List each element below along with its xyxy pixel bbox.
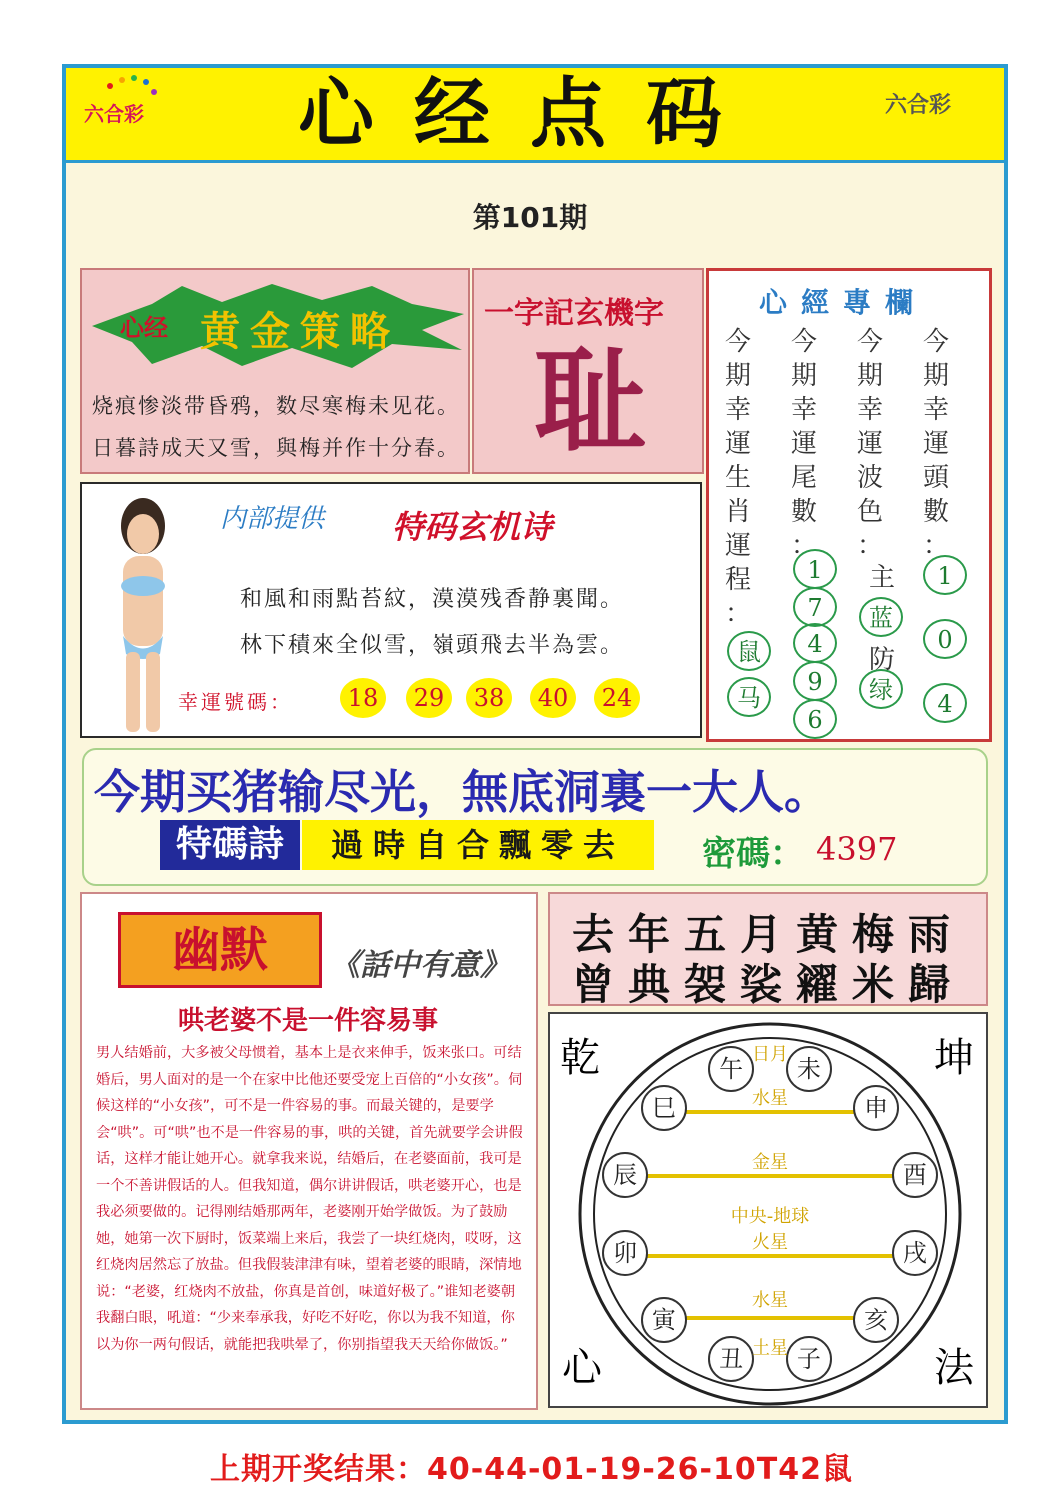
head-number: 4 — [923, 683, 967, 723]
column-header-char-head: ： — [922, 531, 949, 561]
zodiac-circle: 鼠 — [727, 631, 771, 671]
humor-logo: 幽默 — [118, 912, 322, 988]
column-box — [706, 268, 992, 742]
column-header-char-tail: 期 — [790, 361, 817, 391]
zodiac-circle: 马 — [727, 677, 771, 717]
zodiac-sign: 未 — [786, 1046, 832, 1092]
column-header-char-head: 運 — [922, 429, 949, 459]
column-header-char-tail: 幸 — [790, 395, 817, 425]
tema-text: 過時自合飄零去 — [302, 820, 654, 870]
column-header-char-tail: 數 — [790, 497, 817, 527]
corner-fa: 法 — [934, 1345, 974, 1391]
lucky-number-ball: 40 — [530, 678, 576, 718]
planet-label: 金星 — [752, 1152, 788, 1173]
mystic-char: 耻 — [534, 336, 646, 467]
password-label: 密碼： — [702, 834, 804, 874]
strategy-heading-small: 心经 — [120, 314, 168, 342]
tail-number: 9 — [793, 661, 837, 701]
logo-text: 六合彩 — [84, 102, 144, 126]
humor-story: 男人结婚前，大多被父母惯着，基本上是衣来伸手，饭来张口。可结婚后，男人面对的是一个在家中比他还要受宠上百倍的“小女孩”。伺候这样的“小女孩”，可不是一件容易的事。而最关键的，是要学会“哄”。可“哄”也不是一件容易的事，哄的关键，首先就要学会讲假话，这样才能让她开心。就拿我来说，结婚后，在老婆面前，我可是一个不善讲假话的人。但我知道，偶尔讲讲假话，哄老婆开心，也是我必须要做的。记得刚结婚那两年，老婆刚开始学做饭。为了鼓励她，她第一次下厨时，饭菜端上来后，我尝了一块红烧肉，哎呀，这红烧肉居然忘了放盐。但我假装津津有味，望着老婆的眼睛，深情地说：“老婆，红烧肉不放盐，你真是首创，味道好极了。”谁知老婆朝我翻白眼，吼道：“少来奉承我，好吃不好吃，你以为我不知道，你以为你一两句假话，就能把我哄晕了，你别指望我天天给你做饭。” — [96, 1045, 523, 1353]
mystic-char-panel — [472, 268, 704, 474]
column-header-char-tail: 運 — [790, 429, 817, 459]
planet-bar — [624, 1254, 914, 1258]
zodiac-sign: 卯 — [602, 1230, 648, 1276]
zodiac-sign: 寅 — [641, 1297, 687, 1343]
tail-number: 7 — [793, 587, 837, 627]
column-header-char-head: 期 — [922, 361, 949, 391]
head-number: 0 — [923, 619, 967, 659]
lucky-number-ball: 38 — [466, 678, 512, 718]
column-header-char-tail: 尾 — [790, 463, 817, 493]
lucky-number-ball: 29 — [406, 678, 452, 718]
verse-panel — [548, 892, 988, 1009]
column-header-char-zodiac: 今 — [724, 327, 751, 357]
planet-bar — [660, 1316, 876, 1320]
zodiac-sign: 巳 — [641, 1085, 687, 1131]
column-header-char-tail: ： — [790, 531, 817, 561]
humor-subtitle: 《話中有意》 — [330, 948, 510, 983]
column-header-char-zodiac: 肖 — [724, 497, 751, 527]
tail-number: 1 — [793, 549, 837, 589]
special-poem-line-1: 和風和雨點苔紋，漠漠残香静裏聞。 — [240, 587, 625, 612]
column-header-char-wave: ： — [856, 531, 883, 561]
page-title: 心经点码 — [298, 69, 762, 158]
strategy-heading-main: 黄金策略 — [200, 308, 400, 355]
zodiac-sign: 亥 — [853, 1297, 899, 1343]
zodiac-sign: 丑 — [708, 1336, 754, 1382]
special-poem-panel — [80, 482, 702, 738]
special-poem-line-2: 林下積來全似雪，嶺頭飛去半為雲。 — [240, 633, 625, 658]
wave-guard-label: 防 — [868, 645, 895, 675]
last-draw-label: 上期开奖结果： — [210, 1452, 427, 1487]
planet-label: 中央-地球 — [730, 1206, 810, 1227]
column-title: 心經專欄 — [759, 286, 928, 319]
tail-number: 4 — [793, 623, 837, 663]
column-header-char-wave: 期 — [856, 361, 883, 391]
last-draw-result — [210, 1444, 910, 1488]
mystic-char-heading: 一字記玄機字 — [484, 296, 664, 331]
planet-label: 水星 — [752, 1290, 788, 1311]
verse-line-2: 曾典袈裟糴米歸 — [572, 960, 965, 1009]
wave-guard-color: 绿 — [859, 669, 903, 709]
headline-text: 今期买猪输尽光，無底洞裏一大人。 — [94, 765, 830, 819]
issue-number: 第101期 — [472, 201, 588, 234]
column-header-char-head: 頭 — [922, 463, 949, 493]
column-header-char-zodiac: 運 — [724, 531, 751, 561]
headline-banner — [82, 748, 988, 886]
strategy-poem-line-1: 烧痕惨淡带昏鸦，数尽寒梅未见花。 — [92, 394, 460, 418]
column-header-char-wave: 運 — [856, 429, 883, 459]
brand-right: 六合彩 — [885, 93, 952, 118]
column-header-char-zodiac: 幸 — [724, 395, 751, 425]
lucky-number-ball: 18 — [340, 678, 386, 718]
column-header-char-wave: 波 — [856, 463, 883, 493]
strategy-poem-line-2: 日暮詩成天又雪，與梅并作十分春。 — [92, 436, 460, 460]
poem-tag-internal: 内部提供 — [220, 504, 325, 534]
zodiac-diagram — [548, 1012, 988, 1408]
column-header-char-head: 今 — [922, 327, 949, 357]
zodiac-sign: 午 — [708, 1046, 754, 1092]
zodiac-sign: 酉 — [892, 1152, 938, 1198]
column-header-char-zodiac: 程 — [724, 565, 751, 595]
lottery-logo — [80, 72, 170, 142]
verse-line-1: 去年五月黄梅雨 — [572, 910, 965, 959]
zodiac-sign: 申 — [853, 1085, 899, 1131]
planet-label: 日月 — [752, 1044, 788, 1065]
humor-title: 哄老婆不是一件容易事 — [178, 1006, 439, 1036]
strategy-panel — [80, 268, 470, 474]
zodiac-sign: 子 — [786, 1336, 832, 1382]
lucky-number-ball: 24 — [594, 678, 640, 718]
column-header-char-zodiac: ： — [724, 599, 751, 629]
planet-bar — [666, 1110, 876, 1114]
planet-label: 火星 — [752, 1232, 788, 1253]
wave-main-label: 主 — [868, 563, 895, 593]
humor-panel — [80, 892, 538, 1410]
zodiac-sign: 辰 — [602, 1152, 648, 1198]
column-header-char-zodiac: 運 — [724, 429, 751, 459]
zodiac-sign: 戌 — [892, 1230, 938, 1276]
corner-xin: 心 — [562, 1345, 602, 1391]
corner-kun: 坤 — [934, 1035, 974, 1081]
last-draw-value: 40-44-01-19-26-10T42鼠 — [427, 1452, 853, 1487]
column-header-char-tail: 今 — [790, 327, 817, 357]
planet-label: 水星 — [752, 1088, 788, 1109]
column-header-char-wave: 色 — [856, 497, 883, 527]
column-header-char-zodiac: 期 — [724, 361, 751, 391]
poem-tag-special: 特码玄机诗 — [392, 508, 553, 546]
lucky-numbers-label: 幸運號碼： — [178, 690, 293, 714]
planet-label: 土星 — [752, 1338, 788, 1359]
corner-qian: 乾 — [560, 1035, 600, 1081]
password-value: 4397 — [816, 830, 898, 868]
column-header-char-head: 幸 — [922, 395, 949, 425]
tail-number: 6 — [793, 699, 837, 739]
column-header-char-head: 數 — [922, 497, 949, 527]
column-header-char-zodiac: 生 — [724, 463, 751, 493]
planet-bar — [624, 1174, 914, 1178]
tema-label: 特碼詩 — [160, 820, 300, 870]
column-header-char-wave: 今 — [856, 327, 883, 357]
head-number: 1 — [923, 555, 967, 595]
wave-main-color: 蓝 — [859, 597, 903, 637]
column-header-char-wave: 幸 — [856, 395, 883, 425]
